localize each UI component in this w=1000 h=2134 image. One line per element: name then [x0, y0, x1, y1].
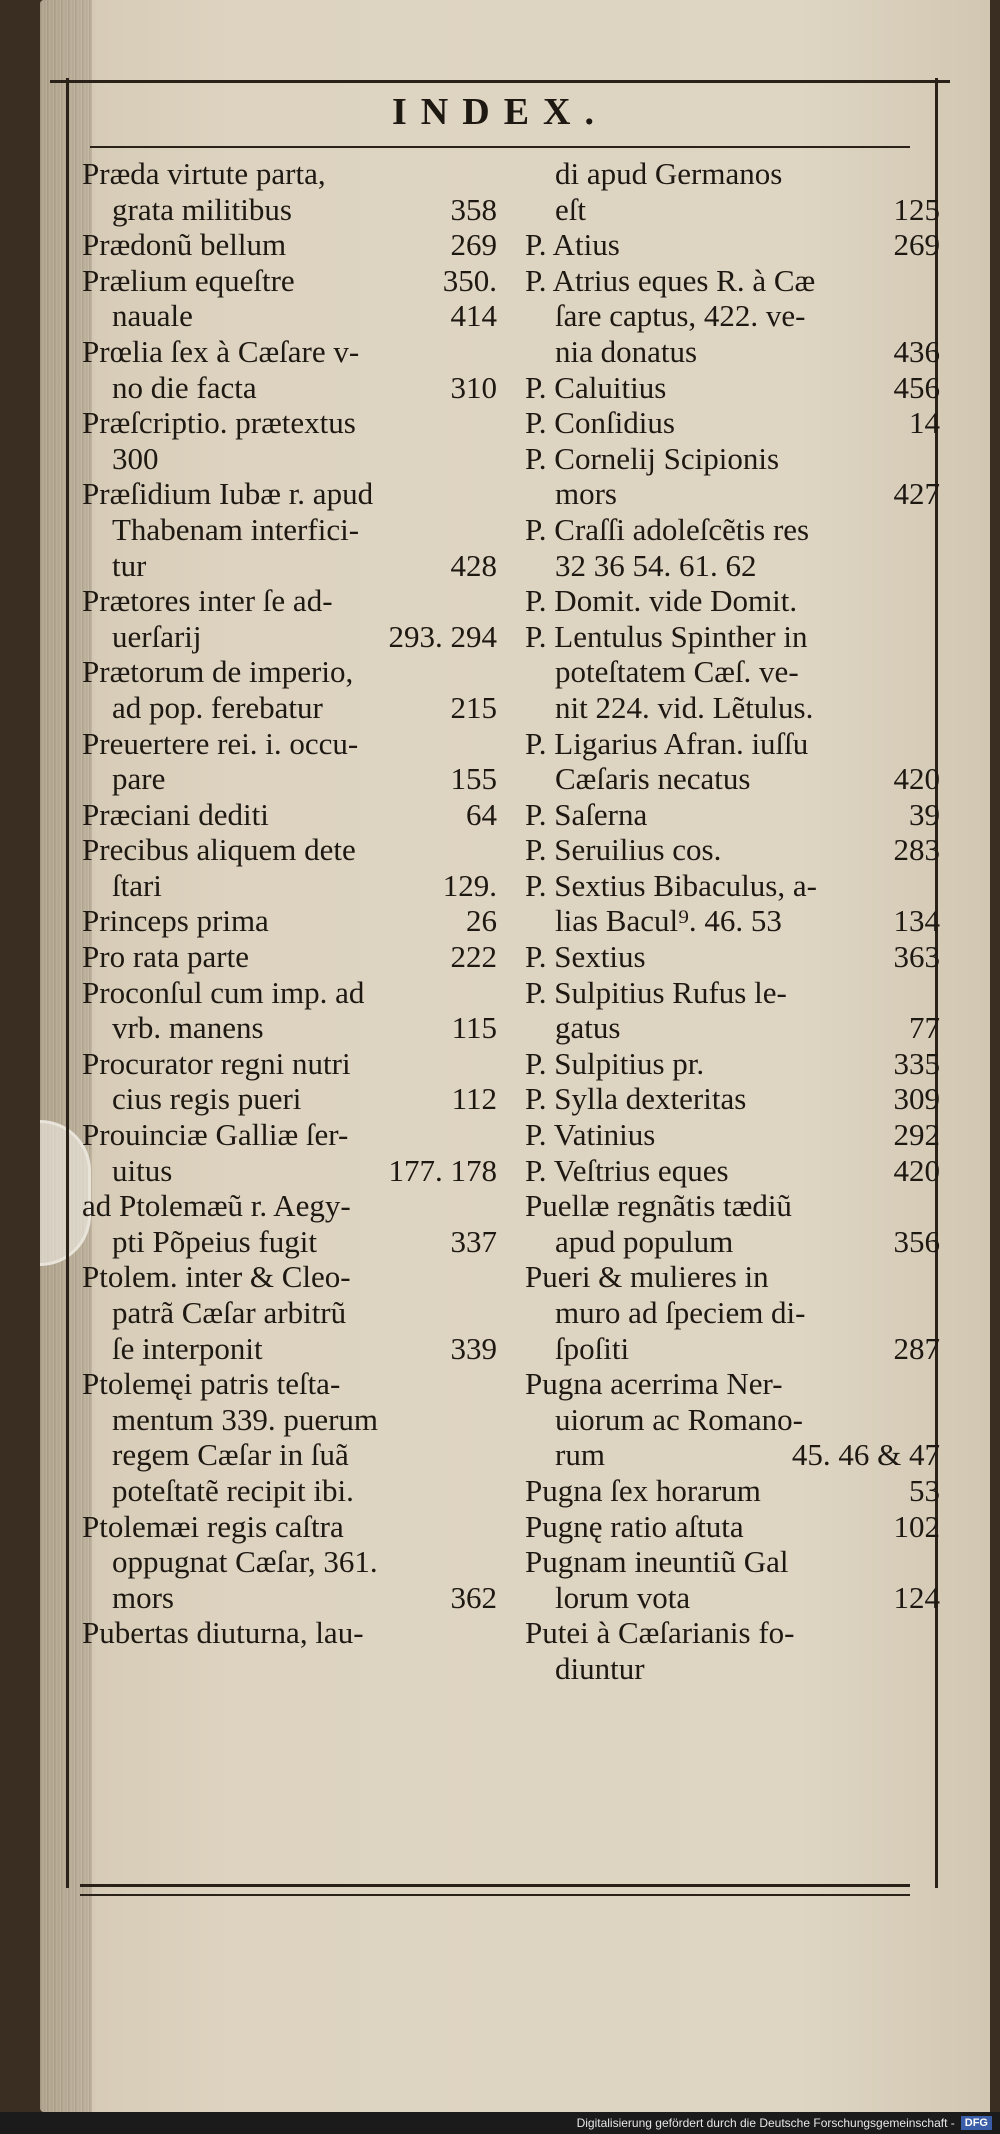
- index-entry: [525, 1366, 940, 1402]
- index-entry: [82, 939, 497, 975]
- index-entry: [82, 1366, 497, 1402]
- entry-text: mentum 339. puerum: [112, 1401, 379, 1437]
- entry-page-number: 339: [450, 1330, 497, 1366]
- index-entry: [82, 903, 497, 939]
- index-entry: [82, 1544, 497, 1580]
- index-entry: [525, 832, 940, 868]
- entry-text: P. Seruilius cos.: [525, 832, 722, 868]
- index-entry: [525, 868, 940, 904]
- entry-text: P. Cornelij Scipionis: [525, 440, 780, 476]
- entry-text: 32 36 54. 61. 62: [555, 547, 757, 583]
- entry-page-number: 39: [909, 796, 940, 832]
- entry-text: Ptolem. inter & Cleo-: [82, 1259, 351, 1295]
- index-entry: [525, 370, 940, 406]
- entry-text: pare: [112, 761, 166, 797]
- entry-page-number: 77: [909, 1010, 940, 1046]
- entry-text: patrã Cæſar arbitrũ: [112, 1295, 347, 1330]
- index-entry: [525, 761, 940, 797]
- entry-page-number: 414: [450, 298, 497, 334]
- entry-text: poteſtatẽ recipit ibi.: [112, 1472, 354, 1508]
- index-entry: [525, 1224, 940, 1260]
- entry-page-number: 269: [450, 227, 497, 263]
- entry-text: lias Bacul⁹. 46. 53: [555, 903, 782, 939]
- entry-page-number: 420: [893, 1152, 940, 1188]
- entry-text: poteſtatem Cæſ. ve-: [555, 654, 799, 690]
- index-entry: [82, 441, 497, 477]
- index-entry: [82, 1259, 497, 1295]
- entry-page-number: 356: [893, 1223, 940, 1259]
- entry-text: Præſcriptio. prætextus: [82, 405, 356, 441]
- index-entry: [82, 405, 497, 441]
- index-entry: [82, 370, 497, 406]
- entry-page-number: 427: [893, 476, 940, 512]
- index-entry: [82, 548, 497, 584]
- entry-page-number: 112: [451, 1081, 497, 1117]
- entry-page-number: 420: [893, 761, 940, 797]
- header-rule: [90, 146, 910, 148]
- index-entry: [525, 1010, 940, 1046]
- index-entry: [525, 903, 940, 939]
- index-entry: [525, 156, 940, 192]
- page-title: INDEX.: [392, 91, 608, 133]
- index-entry: [525, 1295, 940, 1331]
- index-entry: [82, 654, 497, 690]
- index-entry: [82, 192, 497, 228]
- bottom-rule-inner: [80, 1894, 910, 1896]
- entry-page-number: 283: [893, 832, 940, 868]
- entry-text: P. Atrius eques R. à Cæ: [525, 262, 816, 298]
- index-entry: [525, 476, 940, 512]
- index-entry: [82, 334, 497, 370]
- entry-text: P. Sextius Bibaculus, a-: [525, 867, 817, 903]
- index-entry: [82, 1117, 497, 1153]
- index-entry: [82, 1188, 497, 1224]
- entry-text: P. Ligarius Afran. iuſſu: [525, 725, 809, 761]
- entry-page-number: 124: [893, 1579, 940, 1615]
- entry-text: vrb. manens: [112, 1010, 264, 1046]
- entry-text: regem Cæſar in ſuã: [112, 1437, 349, 1473]
- index-entry: [82, 1580, 497, 1616]
- index-entry: [525, 1081, 940, 1117]
- entry-text: Proconſul cum imp. ad: [82, 974, 365, 1010]
- index-entry: [525, 619, 940, 655]
- index-entry: [82, 868, 497, 904]
- index-entry: [82, 1046, 497, 1082]
- index-entry: [525, 1331, 940, 1367]
- entry-page-number: 125: [893, 191, 940, 227]
- index-entry: [82, 832, 497, 868]
- index-entry: [82, 797, 497, 833]
- entry-text: Prætorum de imperio,: [82, 654, 354, 690]
- entry-text: no die facta: [112, 369, 257, 405]
- entry-text: ad Ptolemæũ r. Aegy-: [82, 1188, 351, 1224]
- entry-text: uitus: [112, 1152, 173, 1188]
- index-entry: [82, 975, 497, 1011]
- entry-text: Pugna ſex horarum: [525, 1472, 761, 1508]
- index-entry: [525, 1188, 940, 1224]
- credit-text: Digitalisierung gefördert durch die Deutsche Forschungsgemeinschaft -: [576, 2116, 955, 2130]
- entry-text: P. Sylla dexteritas: [525, 1081, 747, 1117]
- index-entry: [82, 512, 497, 548]
- entry-page-number: 53: [909, 1472, 940, 1508]
- entry-page-number: 436: [893, 333, 940, 369]
- index-entry: [82, 1509, 497, 1545]
- entry-text: tur: [112, 547, 147, 583]
- entry-text: P. Lentulus Spinther in: [525, 618, 808, 654]
- entry-page-number: 335: [893, 1045, 940, 1081]
- entry-text: P. Veſtrius eques: [525, 1152, 729, 1188]
- index-entry: [525, 441, 940, 477]
- index-entry: [525, 654, 940, 690]
- entry-text: P. Saſerna: [525, 796, 648, 832]
- index-entry: [82, 690, 497, 726]
- entry-page-number: 26: [466, 903, 497, 939]
- entry-text: muro ad ſpeciem di-: [555, 1295, 806, 1330]
- entry-text: mors: [555, 476, 617, 512]
- entry-text: P. Sulpitius pr.: [525, 1045, 705, 1081]
- entry-page-number: 177. 178: [388, 1152, 497, 1188]
- index-column-left: [82, 156, 497, 1651]
- entry-text: Prædonũ bellum: [82, 227, 287, 263]
- digitization-credit-bar: [0, 2112, 1000, 2134]
- entry-text: Princeps prima: [82, 903, 269, 939]
- entry-text: cius regis pueri: [112, 1081, 302, 1117]
- index-entry: [82, 1402, 497, 1438]
- entry-text: P. Sulpitius Rufus le-: [525, 974, 787, 1010]
- entry-text: Prœlia ſex à Cæſare v-: [82, 333, 360, 369]
- entry-text: di apud Germanos: [555, 156, 783, 191]
- entry-text: Pugna acerrima Ner-: [525, 1366, 783, 1402]
- entry-page-number: 155: [450, 761, 497, 797]
- entry-text: pti Põpeius fugit: [112, 1223, 317, 1259]
- entry-text: Prælium equeſtre: [82, 262, 295, 298]
- dfg-logo: DFG: [961, 2116, 992, 2130]
- index-entry: [82, 1224, 497, 1260]
- index-entry: [525, 227, 940, 263]
- entry-text: P. Caluitius: [525, 369, 667, 405]
- entry-text: Putei à Cæſarianis fo-: [525, 1615, 795, 1651]
- entry-text: nia donatus: [555, 333, 698, 369]
- index-entry: [82, 298, 497, 334]
- index-entry: [525, 1437, 940, 1473]
- index-entry: [82, 761, 497, 797]
- entry-text: ad pop. ferebatur: [112, 689, 323, 725]
- index-column-right: [525, 156, 940, 1687]
- index-entry: [525, 1046, 940, 1082]
- index-entry: [525, 1259, 940, 1295]
- index-entry: [525, 1544, 940, 1580]
- entry-text: P. Craſſi adoleſcẽtis res: [525, 511, 810, 547]
- index-entry: [82, 476, 497, 512]
- entry-text: P. Atius: [525, 227, 620, 263]
- entry-text: ſtari: [112, 867, 162, 903]
- entry-text: eſt: [555, 191, 586, 227]
- entry-text: lorum vota: [555, 1579, 691, 1615]
- entry-text: Preuertere rei. i. occu-: [82, 725, 359, 761]
- entry-text: nit 224. vid. Lẽtulus.: [555, 689, 814, 725]
- entry-page-number: 14: [909, 405, 940, 441]
- entry-text: Precibus aliquem dete: [82, 832, 356, 868]
- index-entry: [525, 298, 940, 334]
- entry-page-number: 350.: [442, 262, 497, 298]
- index-entry: [525, 583, 940, 619]
- index-entry: [525, 1580, 940, 1616]
- entry-text: P. Sextius: [525, 939, 646, 975]
- entry-text: oppugnat Cæſar, 361.: [112, 1544, 378, 1580]
- entry-text: Præda virtute parta,: [82, 156, 326, 191]
- entry-text: Cæſaris necatus: [555, 761, 751, 797]
- entry-text: Ptolemęi patris teſta-: [82, 1366, 341, 1402]
- index-entry: [82, 1081, 497, 1117]
- index-entry: [525, 797, 940, 833]
- top-rule: [50, 80, 950, 83]
- index-entry: [82, 583, 497, 619]
- index-entry: [525, 263, 940, 299]
- entry-text: Ptolemæi regis caſtra: [82, 1508, 344, 1544]
- index-entry: [82, 156, 497, 192]
- entry-text: Procurator regni nutri: [82, 1045, 351, 1081]
- entry-text: Præciani dediti: [82, 796, 269, 832]
- entry-page-number: 64: [466, 796, 497, 832]
- index-entry: [82, 1473, 497, 1509]
- index-entry: [82, 726, 497, 762]
- index-entry: [82, 1615, 497, 1651]
- entry-text: diuntur: [555, 1650, 645, 1686]
- entry-text: mors: [112, 1579, 174, 1615]
- entry-page-number: 358: [450, 191, 497, 227]
- entry-text: apud populum: [555, 1223, 734, 1259]
- entry-text: Præſidium Iubæ r. apud: [82, 476, 374, 512]
- entry-text: Pugnam ineuntiũ Gal: [525, 1544, 789, 1580]
- entry-page-number: 134: [893, 903, 940, 939]
- entry-text: Prætores inter ſe ad-: [82, 583, 333, 619]
- entry-page-number: 456: [893, 369, 940, 405]
- entry-page-number: 269: [893, 227, 940, 263]
- entry-text: P. Conſidius: [525, 405, 675, 441]
- entry-text: Pubertas diuturna, lau-: [82, 1615, 364, 1651]
- entry-page-number: 310: [450, 369, 497, 405]
- entry-text: Prouinciæ Galliæ ſer-: [82, 1117, 349, 1153]
- entry-page-number: 292: [893, 1117, 940, 1153]
- entry-text: Puellæ regnãtis tædiũ: [525, 1188, 792, 1224]
- bottom-rule: [80, 1884, 910, 1887]
- entry-page-number: 309: [893, 1081, 940, 1117]
- index-entry: [525, 1651, 940, 1687]
- entry-text: gatus: [555, 1010, 621, 1046]
- entry-page-number: 45. 46 & 47: [791, 1437, 940, 1473]
- entry-text: Pueri & mulieres in: [525, 1259, 769, 1295]
- index-entry: [82, 1295, 497, 1331]
- index-entry: [82, 1331, 497, 1367]
- index-entry: [82, 263, 497, 299]
- index-entry: [82, 1010, 497, 1046]
- entry-page-number: 293. 294: [388, 618, 497, 654]
- index-entry: [525, 1473, 940, 1509]
- index-entry: [525, 975, 940, 1011]
- index-entry: [525, 405, 940, 441]
- entry-text: 300: [112, 440, 159, 476]
- entry-page-number: 363: [893, 939, 940, 975]
- entry-page-number: 222: [450, 939, 497, 975]
- entry-page-number: 337: [450, 1223, 497, 1259]
- entry-text: P. Vatinius: [525, 1117, 656, 1153]
- index-entry: [525, 512, 940, 548]
- index-entry: [525, 1153, 940, 1189]
- index-entry: [82, 619, 497, 655]
- index-entry: [525, 1117, 940, 1153]
- entry-text: rum: [555, 1437, 605, 1473]
- index-entry: [525, 548, 940, 584]
- entry-text: nauale: [112, 298, 193, 334]
- entry-text: Pugnę ratio aſtuta: [525, 1508, 744, 1544]
- index-entry: [525, 192, 940, 228]
- entry-text: uerſarij: [112, 618, 202, 654]
- entry-page-number: 215: [450, 689, 497, 725]
- entry-page-number: 129.: [442, 867, 497, 903]
- entry-text: grata militibus: [112, 191, 292, 227]
- entry-page-number: 287: [893, 1330, 940, 1366]
- index-entry: [525, 1402, 940, 1438]
- entry-text: uiorum ac Romano-: [555, 1401, 803, 1437]
- entry-page-number: 362: [450, 1579, 497, 1615]
- index-entry: [525, 1615, 940, 1651]
- index-entry: [525, 1509, 940, 1545]
- index-entry: [525, 334, 940, 370]
- entry-page-number: 115: [451, 1010, 497, 1046]
- index-entry: [82, 1437, 497, 1473]
- index-entry: [525, 939, 940, 975]
- entry-text: Thabenam interfici-: [112, 511, 360, 547]
- entry-page-number: 428: [450, 547, 497, 583]
- entry-text: ſe interponit: [112, 1330, 263, 1366]
- index-entry: [82, 1153, 497, 1189]
- entry-text: P. Domit. vide Domit.: [525, 583, 798, 619]
- entry-page-number: 102: [893, 1508, 940, 1544]
- entry-text: Pro rata parte: [82, 939, 249, 975]
- index-entry: [525, 726, 940, 762]
- index-entry: [525, 690, 940, 726]
- entry-text: ſare captus, 422. ve-: [555, 298, 806, 334]
- entry-text: ſpoſiti: [555, 1330, 630, 1366]
- index-entry: [82, 227, 497, 263]
